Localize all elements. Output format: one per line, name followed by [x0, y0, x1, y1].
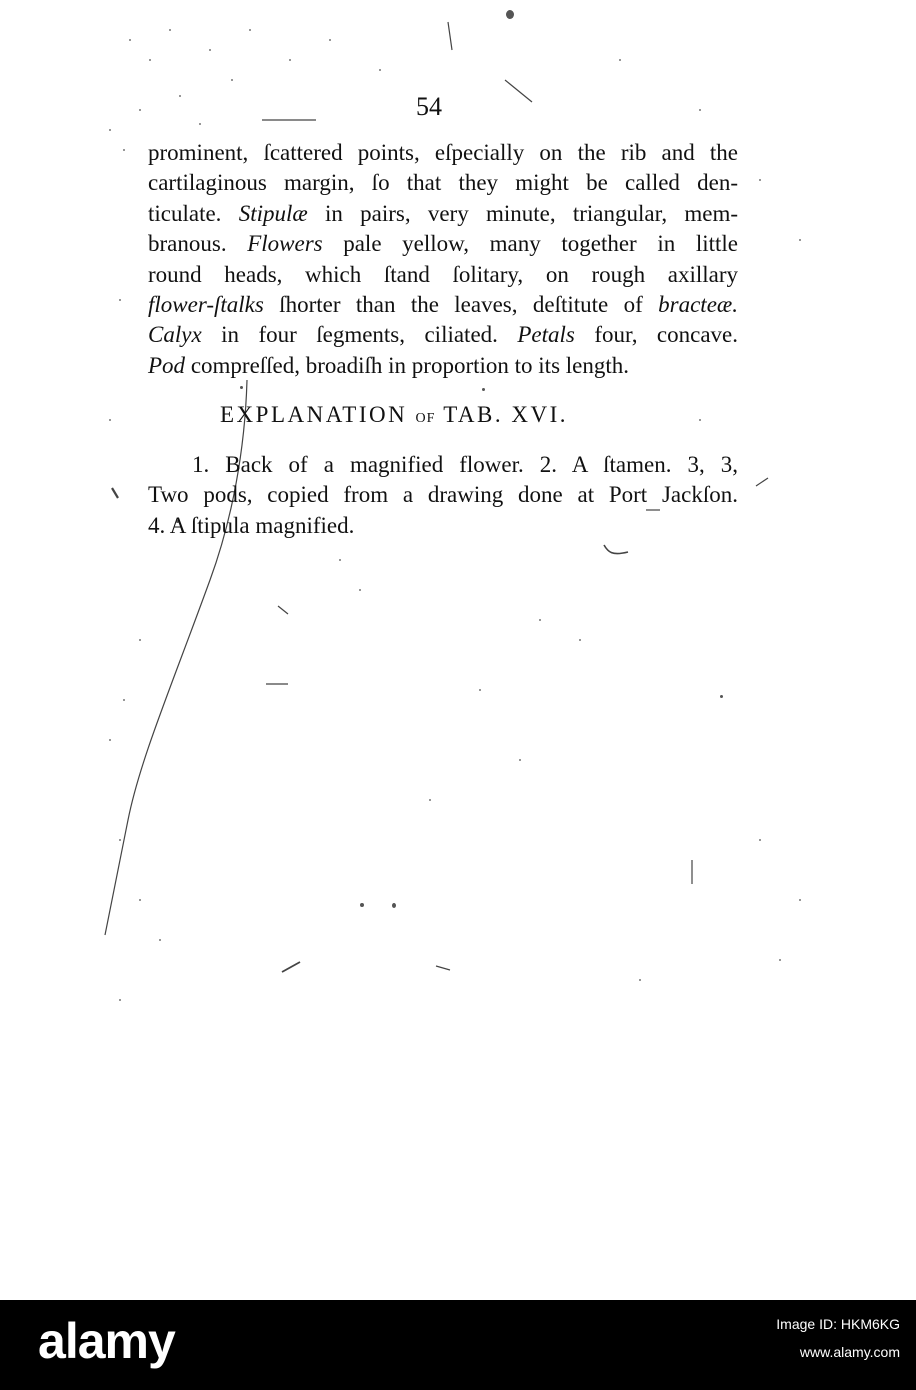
text-run: branous. — [148, 231, 248, 257]
heading-word: EXPLANATION — [220, 402, 408, 427]
body-line — [148, 320, 738, 350]
heading-tail: TAB. XVI. — [443, 402, 569, 427]
logo-part: a — [38, 1313, 65, 1369]
body-line — [148, 199, 738, 229]
text-run: prominent, ſcattered points, eſpecially on the rib and the — [148, 140, 738, 165]
image-id-label: Image ID: HKM6KG — [776, 1316, 900, 1332]
body-line — [148, 260, 738, 290]
italic-term: flower-ſtalks — [148, 292, 264, 318]
italic-term: Pod — [148, 352, 186, 378]
explanation-line: 1. Back of a magnified flower. 2. A ſtamen. 3, 3, — [192, 452, 738, 477]
italic-term: Petals — [517, 322, 575, 348]
explanation-line: 4. A ſtipula magnified. — [148, 512, 355, 538]
explanation-line: Two pods, copied from a drawing done at Port Jackſon. — [148, 482, 738, 508]
plate-explanation-heading — [220, 402, 700, 428]
body-line — [148, 138, 738, 168]
text-run: pale yellow, many together in little — [322, 231, 738, 257]
text-run: four, concave. — [574, 322, 738, 348]
text-run: ſhorter than the leaves, deſtitute of — [263, 292, 659, 318]
logo-part: l — [64, 1313, 78, 1369]
description-paragraph — [148, 138, 738, 381]
body-line — [148, 229, 738, 259]
site-url-label: www.alamy.com — [799, 1344, 900, 1360]
body-line — [148, 351, 738, 381]
watermark-footer — [0, 1300, 916, 1390]
logo-part: amy — [77, 1313, 175, 1369]
italic-term: Calyx — [148, 322, 202, 348]
text-run: compreſſed, broadiſh in proportion to its length. — [185, 352, 630, 378]
text-run: ticulate. — [148, 200, 239, 226]
italic-term: Stipulæ — [238, 200, 308, 226]
body-line — [148, 290, 738, 320]
alamy-logo — [38, 1312, 175, 1370]
plate-explanation-text — [148, 450, 738, 541]
italic-term: bracteæ. — [658, 292, 738, 318]
text-run: in four ſegments, ciliated. — [201, 322, 518, 348]
heading-small-word: OF — [415, 411, 436, 426]
text-run: cartilaginous margin, ſo that they might be called den- — [148, 170, 738, 196]
text-run: round heads, which ſtand ſolitary, on rough axillary — [148, 261, 738, 287]
page-number: 54 — [416, 92, 442, 121]
body-line — [148, 168, 738, 198]
text-run: in pairs, very minute, triangular, mem- — [307, 200, 739, 226]
italic-term: Flowers — [247, 231, 323, 257]
